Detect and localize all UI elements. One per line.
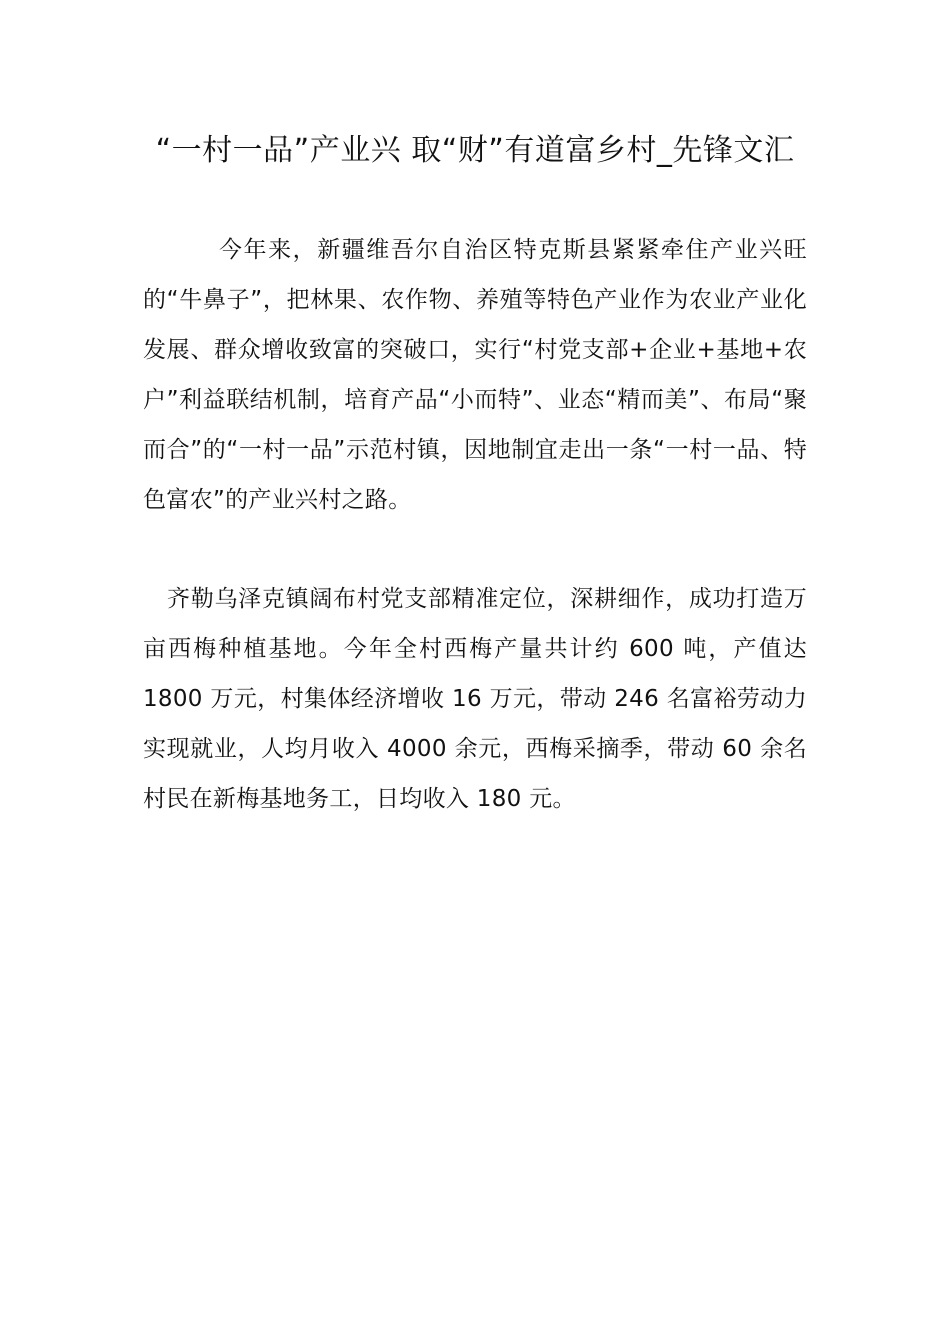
- document-title: “一村一品”产业兴 取“财”有道富乡村_先锋文汇: [155, 133, 795, 168]
- paragraph-village-example: 齐勒乌泽克镇阔布村党支部精准定位，深耕细作，成功打造万亩西梅种植基地。今年全村西梅产量共计约 600 吨，产值达 1800 万元，村集体经济增收 16 万元，带动 246 名富裕劳动力实现就业，人均月收入 4000 余元，西梅采摘季，带动 60 余名村民在新梅基地务工，日均收入 180 元。: [143, 586, 807, 812]
- paragraph-intro: 今年来，新疆维吾尔自治区特克斯县紧紧牵住产业兴旺的“牛鼻子”，把林果、农作物、养殖等特色产业作为农业产业化发展、群众增收致富的突破口，实行“村党支部+企业+基地+农户”利益联结机制，培育产品“小而特”、业态“精而美”、布局“聚而合”的“一村一品”示范村镇，因地制宜走出一条“一村一品、特色富农”的产业兴村之路。: [143, 237, 807, 513]
